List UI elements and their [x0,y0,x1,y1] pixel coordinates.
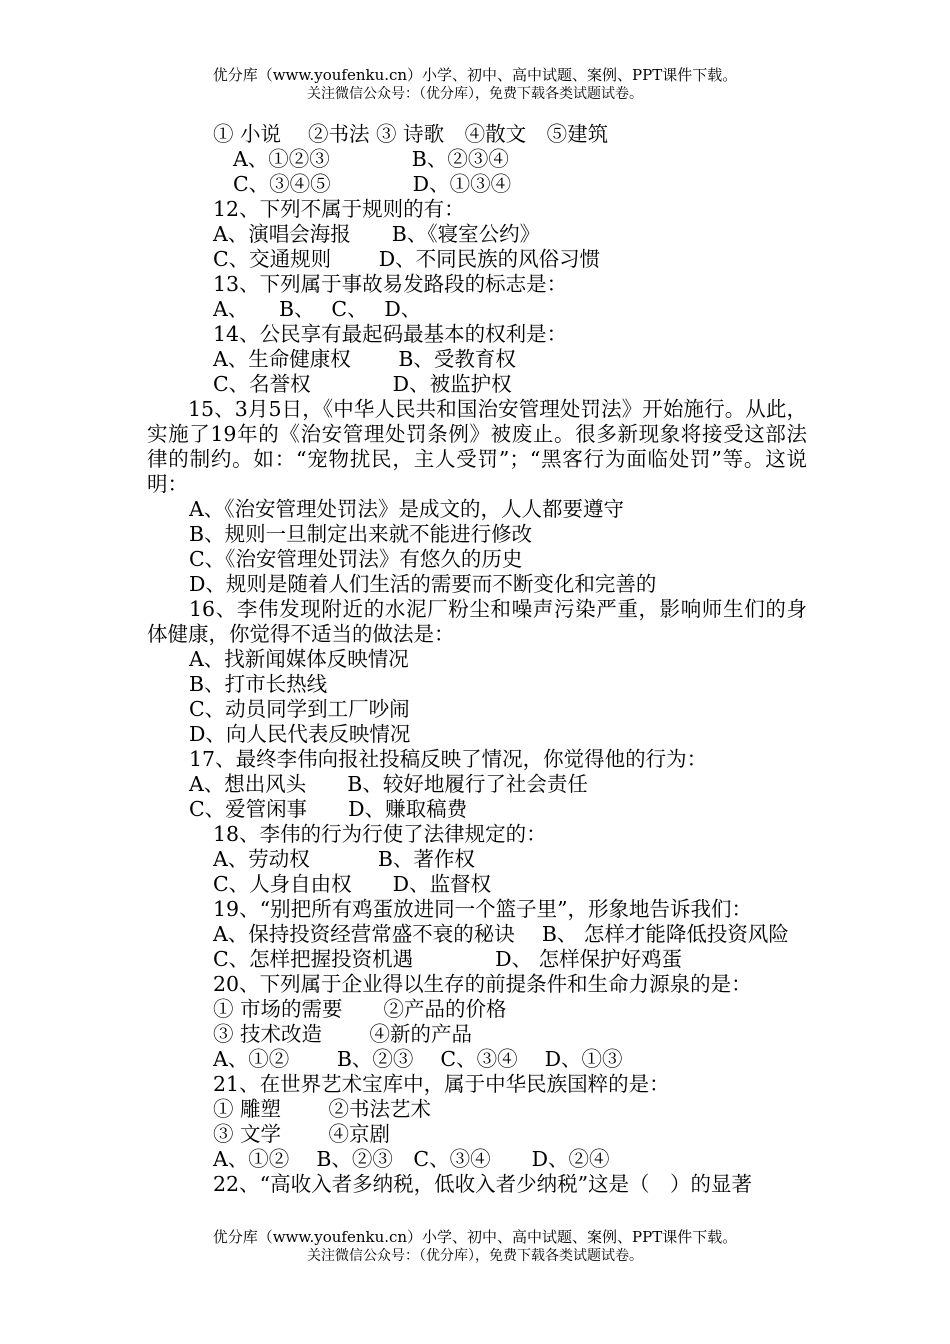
q15-question: 15、3月5日，《中华人民共和国治安管理处罚法》开始施行。从此，实施了19年的《治安管理处罚条例》被废止。很多新现象将接受这部法律的制约。如：“宠物扰民，主人受罚”；“黑客行为面临处罚”等。这说明： [147,397,807,496]
q11-choice-ab: A、①②③ B、②③④ [233,147,509,171]
q14-choice-cd: C、名誉权 D、被监护权 [213,372,512,396]
page-footer [0,1228,950,1266]
q11-options-list: ① 小说 ②书法 ③ 诗歌 ④散文 ⑤建筑 [213,122,609,146]
q16-choice-c: C、动员同学到工厂吵闹 [189,697,410,721]
q20-question: 20、下列属于企业得以生存的前提条件和生命力源泉的是： [213,972,752,996]
page-header [0,66,950,104]
document-body [0,122,950,1197]
q12-question: 12、下列不属于规则的有： [213,197,465,221]
q17-choice-ab: A、想出风头 B、较好地履行了社会责任 [189,772,588,796]
q12-choice-cd: C、交通规则 D、不同民族的风俗习惯 [213,247,601,271]
q16-choice-b: B、打市长热线 [189,672,328,696]
q20-options-1: ① 市场的需要 ②产品的价格 [213,997,507,1021]
q14-choice-ab: A、生命健康权 B、受教育权 [213,347,516,371]
q15-choice-a: A、《治安管理处罚法》是成文的，人人都要遵守 [189,497,625,521]
q16-question: 16、李伟发现附近的水泥厂粉尘和噪声污染严重，影响师生们的身体健康，你觉得不适当的做法是： [147,597,807,646]
header-line-2: 关注微信公众号：（优分库），免费下载各类试题试卷。 [307,86,643,102]
q22-question: 22、“高收入者多纳税，低收入者少纳税”这是（ ）的显著 [213,1172,753,1196]
q17-choice-cd: C、爱管闲事 D、赚取稿费 [189,797,468,821]
q15-choice-c: C、《治安管理处罚法》有悠久的历史 [189,547,523,571]
q18-choice-cd: C、人身自由权 D、监督权 [213,872,492,896]
q19-choice-ab: A、保持投资经营常盛不衰的秘诀 B、 怎样才能降低投资风险 [213,922,789,946]
q19-choice-cd: C、怎样把握投资机遇 D、 怎样保护好鸡蛋 [213,947,683,971]
q11-choice-cd: C、③④⑤ D、①③④ [233,172,512,196]
q21-choices: A、①② B、②③ C、③④ D、②④ [213,1147,610,1171]
q17-question: 17、最终李伟向报社投稿反映了情况，你觉得他的行为： [189,747,708,771]
q15-choice-b: B、规则一旦制定出来就不能进行修改 [189,522,533,546]
q19-question: 19、“别把所有鸡蛋放进同一个篮子里”，形象地告诉我们： [213,897,753,921]
q18-choice-ab: A、劳动权 B、著作权 [213,847,475,871]
header-line-1: 优分库（www.youfenku.cn）小学、初中、高中试题、案例、PPT课件下载。 [212,66,738,84]
q20-choices: A、①② B、②③ C、③④ D、①③ [213,1047,623,1071]
q21-options-2: ③ 文学 ④京剧 [213,1122,391,1146]
q21-options-1: ① 雕塑 ②书法艺术 [213,1097,432,1121]
q18-question: 18、李伟的行为行使了法律规定的： [213,822,547,846]
q16-choice-a: A、找新闻媒体反映情况 [189,647,409,671]
q12-choice-ab: A、演唱会海报 B、《寝室公约》 [213,222,541,246]
q13-question: 13、下列属于事故易发路段的标志是： [213,272,568,296]
footer-line-2: 关注微信公众号：（优分库），免费下载各类试题试卷。 [307,1248,643,1264]
q13-choices: A、 B、 C、 D、 [213,297,422,321]
q15-choice-d: D、规则是随着人们生活的需要而不断变化和完善的 [189,572,657,596]
q14-question: 14、公民享有最起码最基本的权利是： [213,322,568,346]
q20-options-2: ③ 技术改造 ④新的产品 [213,1022,473,1046]
footer-line-1: 优分库（www.youfenku.cn）小学、初中、高中试题、案例、PPT课件下载。 [212,1228,738,1246]
q21-question: 21、在世界艺术宝库中，属于中华民族国粹的是： [213,1072,670,1096]
q16-choice-d: D、向人民代表反映情况 [189,722,411,746]
